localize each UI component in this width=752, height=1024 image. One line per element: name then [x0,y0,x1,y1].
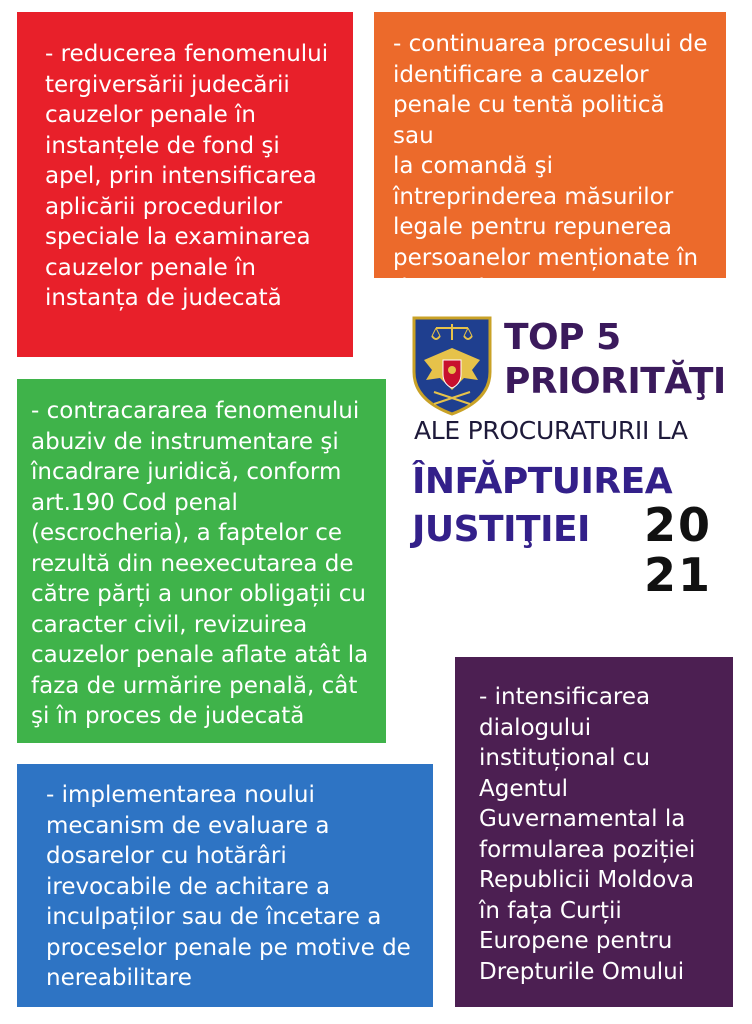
priority-line: persoanelor menționate în [393,244,699,271]
priority-box-orange [374,12,726,301]
prosecutor-office-emblem-icon [410,314,494,418]
priority-line: penale cu tentă politică sau [393,92,665,149]
priority-line: - continuarea procesului de [393,31,708,57]
year-bottom: 21 [644,548,713,602]
priority-line: cauzelor penale în [45,102,257,128]
priority-box-green [17,379,386,743]
priority-line: instanțele de fond şi [45,132,280,159]
priority-line: apel, prin intensificarea [45,163,317,189]
title-justitiei: JUSTIŢIEI [412,509,590,550]
title-block [408,310,748,610]
priority-line: formularea poziției [479,836,696,863]
priority-line: instituțional cu [479,745,651,771]
priority-box-blue [17,764,433,1007]
priority-line: Europene pentru [479,928,673,954]
priority-line: întreprinderea măsurilor [393,183,674,210]
priority-line: identificare a cauzelor [393,61,649,88]
priority-line: Agentul [479,775,569,802]
priority-line: legale pentru repunerea [393,214,672,240]
priority-line: faza de urmărire penală, cât [31,672,358,699]
priority-box-purple [455,657,733,1007]
priority-line: la comandă şi [393,153,553,179]
priority-line: - reducerea fenomenului [45,41,329,67]
priority-line: proceselor penale pe motive de [46,934,411,961]
priority-line: inculpaților sau de încetare a [46,904,382,930]
priority-line: caracter civil, revizuirea [31,611,308,638]
priority-line: dialogului [479,714,592,741]
priority-line: Republicii Moldova [479,867,695,893]
priority-line: Guvernamental la [479,806,686,832]
priority-line: aplicării procedurilor [45,193,283,220]
priority-line: instanța de judecată [45,285,282,311]
priority-line: speciale la examinarea [45,224,311,250]
title-prioritati: PRIORITĂŢI [504,361,726,402]
priority-line: cauzelor penale aflate atât la [31,642,369,668]
priority-line: abuziv de instrumentare şi [31,428,339,455]
priority-line: şi în proces de judecată [31,703,305,729]
priority-line: în fața Curții [479,897,622,924]
title-infaptuirea: ÎNFĂPTUIREA [412,461,673,502]
priority-line: drepturi [393,275,485,301]
priority-line: tergiversării judecării [45,71,290,98]
priority-box-red [17,12,353,357]
year-top: 20 [644,498,713,552]
priority-line: dosarelor cu hotărâri [46,843,287,869]
priority-line: către părți a unor obligații cu [31,581,366,607]
priority-line: încadrare juridică, conform [31,459,342,485]
priority-line: art.190 Cod penal [31,489,238,516]
priority-line: rezultă din neexecutarea de [31,550,354,577]
priority-line: - implementarea noului [46,782,315,808]
priority-line: - intensificarea [479,684,651,710]
title-subtitle: ALE PROCURATURII LA [414,416,688,445]
priority-line: - contracararea fenomenului [31,398,360,424]
priority-line: mecanism de evaluare a [46,812,330,839]
priority-line: (escrocheria), a faptelor ce [31,520,343,546]
priority-line: nereabilitare [46,965,192,991]
priority-line: irevocabile de achitare a [46,873,331,900]
priority-line: cauzelor penale în [45,254,257,281]
priority-line: Drepturile Omului [479,958,685,985]
title-top5: TOP 5 [504,317,621,358]
